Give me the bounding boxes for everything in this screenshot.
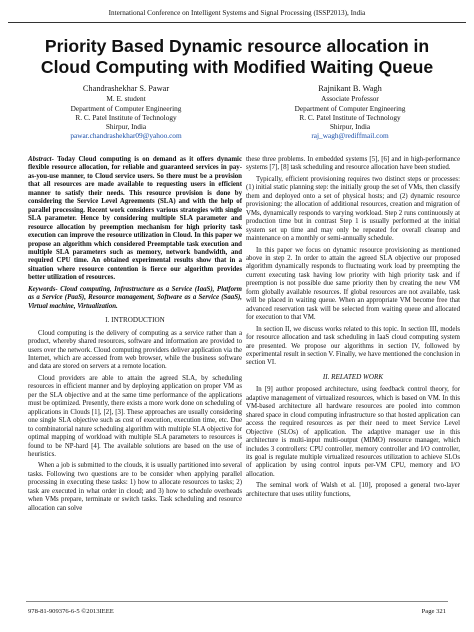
- author-role: Associate Professor: [321, 94, 379, 104]
- body-paragraph: In this paper we focus on dynamic resource provisioning as mentioned above in step 2. In order to attain the agreed SLA objective our proposed algorithm dynamically responds to fluctuating work load by preempting the current executing task having low priority with high priority task and if preemption is not possible due same priority then by creating the new VM form globally available resources. If global resources are not available, task will be placed in waiting queue. When an appropriate VM become free that advanced reservation task will be selected from waiting queue and allocated for execution to that VM.: [246, 246, 460, 322]
- keywords-label: Keywords-: [28, 285, 58, 293]
- keywords-text: Cloud computing, Infrastructure as a Service (IaaS), Platform as a Service (PaaS), Resource management, Software as a Service (SaaS), Virtual machine, Virtualization.: [28, 285, 242, 310]
- body-paragraph: Cloud providers are able to attain the agreed SLA, by scheduling resources in efficient manner and by deploying application on proper VM as per the SLA objective and at the same time performance of the applications must be optimized. Presently, there exists a more work done on scheduling of applications in Clouds [1], [2], [3]. These approaches are usually considering one single SLA objective such as cost of execution, execution time, etc. Due to combinatorial nature scheduling algorithm with multiple SLA objective for optimal mapping of workload with multiple SLA parameters to resources is found to be NP-hard [4]. The available solutions are based on the use of heuristics.: [28, 374, 242, 458]
- section-heading-related-work: II. RELATED WORK: [322, 372, 384, 381]
- footer-isbn: 978-81-909376-6-5 ©2013IEEE: [28, 608, 114, 615]
- author-institute: R. C. Patel Institute of Technology: [75, 112, 177, 122]
- author-email[interactable]: raj_wagh@rediffmail.com: [311, 130, 389, 140]
- author-name: Chandrashekhar S. Pawar: [82, 84, 170, 93]
- author-email[interactable]: pawar.chandrashekhar09@yahoo.com: [70, 130, 182, 140]
- conference-header: International Conference on Intelligent Systems and Signal Processing (ISSP2013), India: [108, 9, 366, 17]
- body-paragraph: The seminal work of Walsh et al. [10], proposed a general two-layer architecture that uses utility functions,: [246, 482, 460, 498]
- author-block-1: [26, 84, 226, 140]
- body-paragraph: In [9] author proposed architecture, using feedback control theory, for adaptive management of virtualized resources, which is based on VM. In this VM-based architecture all hardware resources are pooled into common shared space in cloud computing infrastructure so that hosted application can access the required resources as per their need to meet Service Level Objective (SLOs) of application. The adaptive manager use in this architecture is multi-input multi-output (MIMO) resource manager, which includes 3 controllers: CPU controller, memory controller and I/O controller, its goal is regulate multiple virtualized resources utilization to achieve SLOs of application by using control inputs per-VM CPU, memory and I/O allocation.: [246, 386, 460, 478]
- author-role: M. E. student: [106, 94, 146, 104]
- abstract-text: Today Cloud computing is on demand as it offers dynamic flexible resource allocation, for reliable and guaranteed services in pay-as-you-use manner, to Cloud service users. So there must be a provision that all resources are made available to requesting users in efficient manner to satisfy their needs. This resource provision is done by considering the Service Level Agreements (SLA) and with the help of parallel processing. Recent work considers various strategies with single SLA parameter. Hence by considering multiple SLA parameter and resource allocation by preemption mechanism for high priority task execution can improve the resource utilization in Cloud. In this paper we propose an algorithm which considered Preemptable task execution and multiple SLA parameters such as memory, network bandwidth, and required CPU time. An obtained experimental results show that in a situation where resource contention is fierce our algorithm provides better utilization of resources.: [28, 156, 242, 282]
- author-location: Shirpur, India: [105, 121, 147, 131]
- paper-title-line-2: Cloud Computing with Modified Waiting Queue: [40, 57, 434, 77]
- footer-page-number: Page 321: [421, 608, 446, 615]
- paper-title: [10, 36, 464, 78]
- author-institute: R. C. Patel Institute of Technology: [299, 112, 401, 122]
- body-paragraph: Typically, efficient provisioning requires two distinct steps or processes: (1) initial static planning step: the initially group the set of VMs, then classify them and deployed onto a set of physical hosts; and (2) dynamic resource provisioning: the allocation of additional resources, creation and migration of VMs, dynamically responds to varying workload. Step 2 runs continuously at production time but in contrast Step 1 is usually performed at the initial system set up time and may only be repeated for overall cleanup and maintenance on a monthly or semi-annually schedule.: [246, 175, 460, 243]
- paper-title-line-1: Priority Based Dynamic resource allocation in: [44, 36, 430, 56]
- author-department: Department of Computer Engineering: [70, 103, 182, 113]
- section-heading-introduction: I. INTRODUCTION: [105, 316, 165, 325]
- abstract: [28, 156, 242, 283]
- header-divider: [8, 22, 466, 23]
- body-paragraph: When a job is submitted to the clouds, it is usually partitioned into several tasks. Following two questions are to be consider when applying parallel processing in executing these tasks: 1) how to allocate resources to tasks; 2) task are executed in what order in cloud; and 3) how to schedule overheads when VMs prepare, terminate or switch tasks. Task scheduling and resource allocation can solve: [28, 462, 242, 512]
- body-paragraph: these three problems. In embedded systems [5], [6] and in high-performance systems [7], [8] task scheduling and resource allocation have been studied.: [246, 156, 460, 172]
- author-department: Department of Computer Engineering: [294, 103, 406, 113]
- body-paragraph: Cloud computing is the delivery of computing as a service rather than a product, whereby shared resources, software and information are provided to users over the network. Cloud computing providers deliver application via the Internet, which are accessed from web browser, while the business software and data are stored on servers at a remote location.: [28, 329, 242, 371]
- body-paragraph: In section II, we discuss works related to this topic. In section III, models for resource allocation and task scheduling in IaaS cloud computing system are presented. We propose our algorithms in section IV, followed by experimental result in section V. Finally, we have mentioned the conclusion in section VI.: [246, 325, 460, 367]
- author-name: Rajnikant B. Wagh: [318, 84, 382, 93]
- right-column: [246, 156, 460, 502]
- abstract-label: Abstract-: [28, 156, 54, 163]
- author-block-2: [250, 84, 450, 140]
- keywords: [28, 286, 242, 311]
- footer-divider: [26, 601, 448, 602]
- left-column: [28, 156, 242, 516]
- author-location: Shirpur, India: [329, 121, 371, 131]
